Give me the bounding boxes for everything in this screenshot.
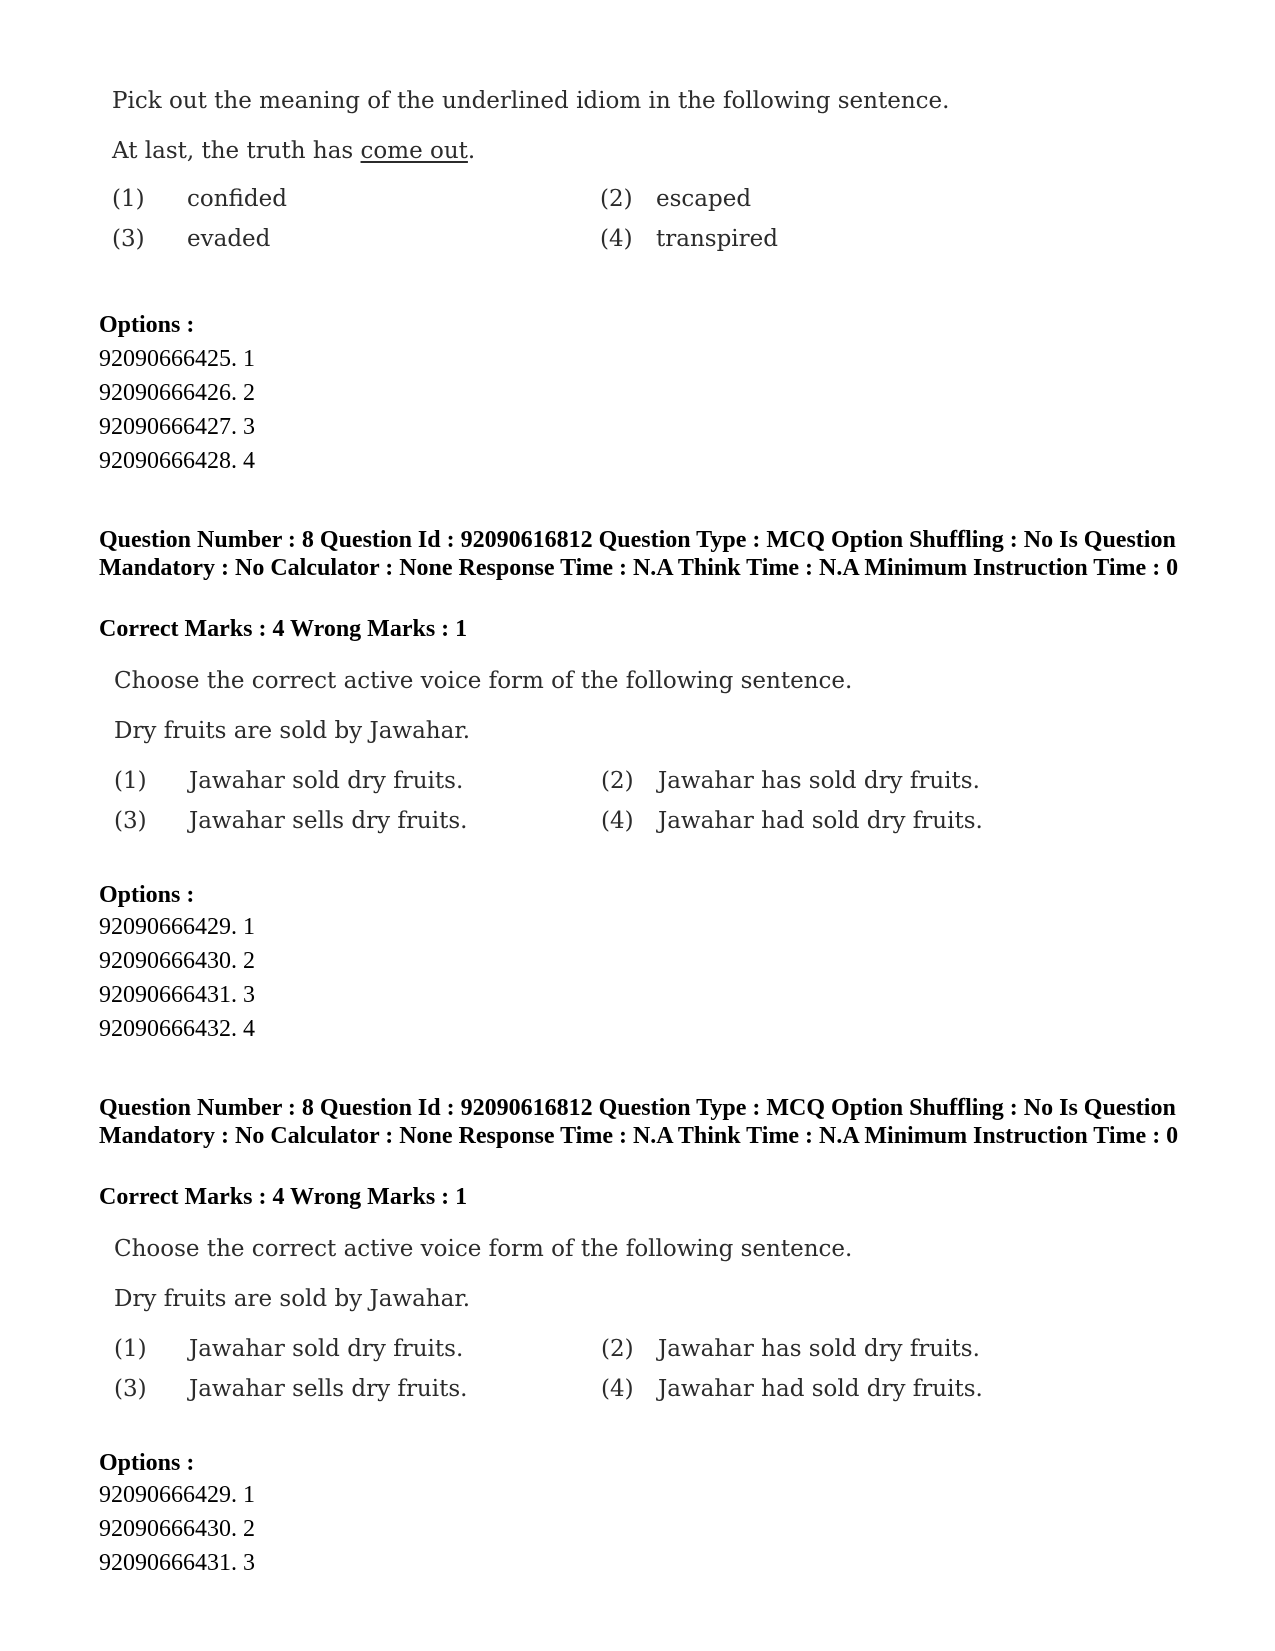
choice-number: (4) [601,1376,634,1402]
choice-number: (1) [114,1336,147,1362]
question7-option-3: 92090666427. 3 [99,414,255,440]
choice-number: (3) [114,808,147,834]
question7-image [0,0,1275,290]
choice-text: Jawahar has sold dry fruits. [658,1336,980,1362]
question7-sentence-before: At last, the truth has [112,138,361,164]
question7-options-label: Options : [99,312,195,338]
choice-text: evaded [187,226,271,252]
choice-text: Jawahar sold dry fruits. [189,768,464,794]
question8b-image [0,1228,1275,1428]
question8b-meta: Question Number : 8 Question Id : 92090616812 Question Type : MCQ Option Shuffling : No Is Question Mandatory : No Calculator : None Response Time : N.A Think Time : N.A Minimum Instruction Time : 0 [99,1095,1179,1149]
question7-sentence-after: . [467,138,476,164]
choice-number: (1) [114,768,147,794]
question8a-prompt: Choose the correct active voice form of the following sentence. [114,668,853,694]
question8a-sentence: Dry fruits are sold by Jawahar. [114,718,471,744]
choice-text: Jawahar sells dry fruits. [189,1376,468,1402]
question8a-marks: Correct Marks : 4 Wrong Marks : 1 [99,616,468,642]
question8b-options-label: Options : [99,1450,195,1476]
question8b-sentence: Dry fruits are sold by Jawahar. [114,1286,471,1312]
question8a-option-3: 92090666431. 3 [99,982,255,1008]
question8b-option-3: 92090666431. 3 [99,1550,255,1576]
question8a-image [0,660,1275,860]
choice-text: Jawahar sold dry fruits. [189,1336,464,1362]
question7-sentence [112,138,475,164]
question8b-option-2: 92090666430. 2 [99,1516,255,1542]
choice-number: (3) [114,1376,147,1402]
choice-number: (2) [601,768,634,794]
question8b-marks: Correct Marks : 4 Wrong Marks : 1 [99,1184,468,1210]
choice-number: (2) [601,1336,634,1362]
choice-text: Jawahar has sold dry fruits. [658,768,980,794]
choice-text: confided [187,186,287,212]
choice-text: Jawahar sells dry fruits. [189,808,468,834]
question7-prompt: Pick out the meaning of the underlined idiom in the following sentence. [112,88,950,114]
question7-underlined-idiom: come out [360,138,468,164]
choice-number: (4) [601,808,634,834]
question7-option-1: 92090666425. 1 [99,346,255,372]
question8b-option-1: 92090666429. 1 [99,1482,255,1508]
choice-number: (3) [112,226,145,252]
question7-option-4: 92090666428. 4 [99,448,255,474]
choice-number: (2) [600,186,633,212]
question7-option-2: 92090666426. 2 [99,380,255,406]
question8a-option-1: 92090666429. 1 [99,914,255,940]
choice-text: Jawahar had sold dry fruits. [658,1376,983,1402]
question8a-option-4: 92090666432. 4 [99,1016,255,1042]
question8a-meta: Question Number : 8 Question Id : 92090616812 Question Type : MCQ Option Shuffling : No Is Question Mandatory : No Calculator : None Response Time : N.A Think Time : N.A Minimum Instruction Time : 0 [99,527,1179,581]
question8a-option-2: 92090666430. 2 [99,948,255,974]
question8b-prompt: Choose the correct active voice form of the following sentence. [114,1236,853,1262]
question8a-options-label: Options : [99,882,195,908]
choice-number: (4) [600,226,633,252]
choice-text: escaped [656,186,752,212]
choice-text: Jawahar had sold dry fruits. [658,808,983,834]
choice-number: (1) [112,186,145,212]
choice-text: transpired [656,226,778,252]
